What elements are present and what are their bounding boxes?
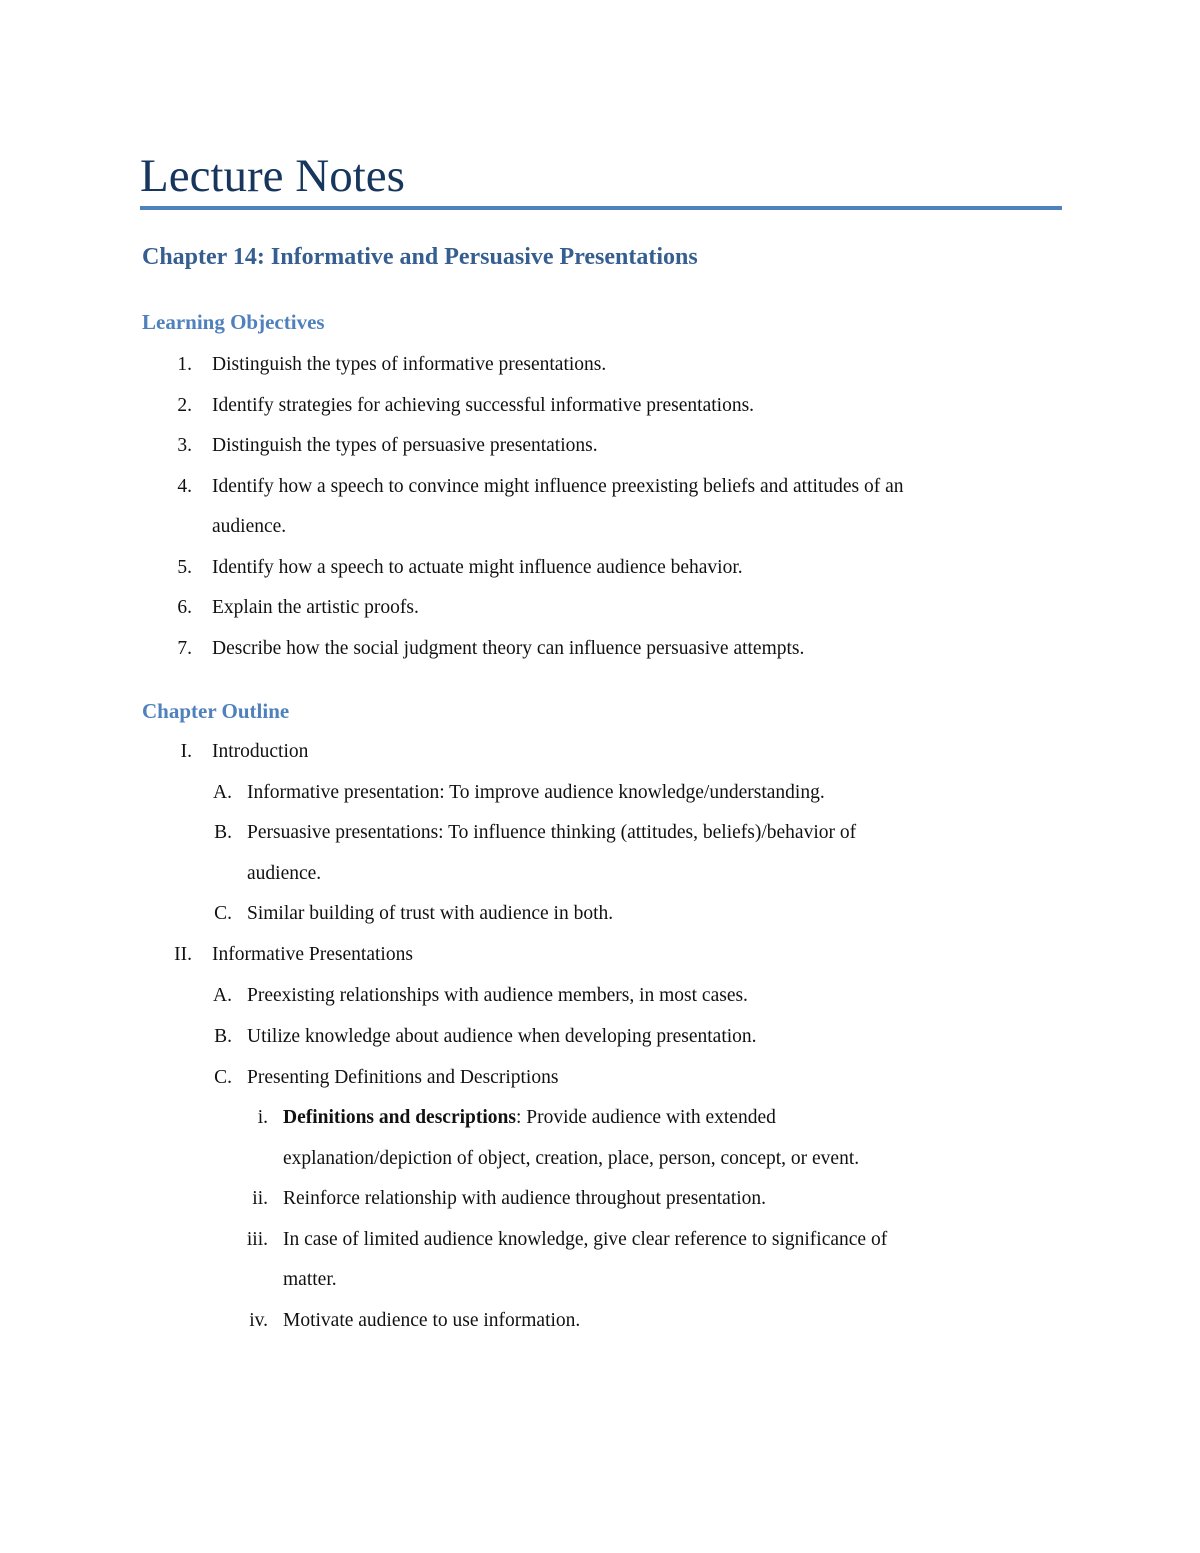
title-underline-rule	[140, 206, 1062, 210]
outline-section-label: Informative Presentations	[212, 944, 413, 965]
learning-objectives-heading: Learning Objectives	[142, 310, 325, 334]
objective-text: Explain the artistic proofs.	[212, 597, 419, 618]
outline-letter: B.	[214, 822, 232, 843]
outline-item-text: Presenting Definitions and Descriptions	[247, 1067, 559, 1088]
objective-text: Describe how the social judgment theory can influence persuasive attempts.	[212, 638, 805, 659]
outline-section-label: Introduction	[212, 741, 309, 762]
outline-roman-numeral: II.	[174, 944, 192, 965]
outline-subitem-text: In case of limited audience knowledge, give clear reference to significance of	[283, 1229, 888, 1250]
objective-number: 2.	[177, 395, 192, 416]
outline-subitem-text: Motivate audience to use information.	[283, 1310, 581, 1331]
outline-item-text-continued: audience.	[247, 863, 322, 884]
objective-number: 6.	[177, 597, 192, 618]
chapter-heading: Chapter 14: Informative and Persuasive Presentations	[142, 244, 698, 270]
bold-term: Definitions and descriptions	[283, 1107, 516, 1128]
outline-item-text: Preexisting relationships with audience members, in most cases.	[247, 985, 748, 1006]
document-title: Lecture Notes	[140, 150, 405, 202]
outline-letter: A.	[213, 985, 232, 1006]
outline-item-text: Informative presentation: To improve audience knowledge/understanding.	[247, 782, 825, 803]
outline-subitem-numeral: i.	[257, 1107, 268, 1128]
objective-number: 7.	[177, 638, 192, 659]
outline-item-text: Utilize knowledge about audience when developing presentation.	[247, 1026, 757, 1047]
objective-text: Identify strategies for achieving successful informative presentations.	[212, 395, 755, 416]
subitem-text-rest: : Provide audience with extended	[515, 1107, 776, 1128]
objective-number: 1.	[177, 354, 192, 375]
objective-number: 5.	[177, 557, 192, 578]
outline-item-text: Persuasive presentations: To influence thinking (attitudes, beliefs)/behavior of	[247, 822, 857, 843]
chapter-outline-heading: Chapter Outline	[142, 699, 290, 723]
outline-subitem-numeral: iii.	[246, 1229, 268, 1250]
outline-letter: C.	[214, 903, 232, 924]
objective-text: Distinguish the types of persuasive presentations.	[212, 435, 598, 456]
outline-subitem-text	[283, 1105, 776, 1131]
objective-number: 3.	[177, 435, 192, 456]
objective-text-continued: audience.	[212, 516, 287, 537]
objective-text: Identify how a speech to actuate might influence audience behavior.	[212, 557, 743, 578]
outline-subitem-numeral: ii.	[252, 1188, 268, 1209]
outline-letter: B.	[214, 1026, 232, 1047]
outline-letter: C.	[214, 1067, 232, 1088]
outline-letter: A.	[213, 782, 232, 803]
outline-subitem-text-continued: explanation/depiction of object, creation, place, person, concept, or event.	[283, 1148, 860, 1169]
objective-text: Distinguish the types of informative presentations.	[212, 354, 607, 375]
objective-text: Identify how a speech to convince might influence preexisting beliefs and attitudes of an	[212, 476, 904, 497]
outline-subitem-text: Reinforce relationship with audience throughout presentation.	[283, 1188, 767, 1209]
outline-item-text: Similar building of trust with audience in both.	[247, 903, 614, 924]
objective-number: 4.	[177, 476, 192, 497]
outline-roman-numeral: I.	[180, 741, 192, 762]
outline-subitem-numeral: iv.	[249, 1310, 268, 1331]
outline-subitem-text-continued: matter.	[283, 1269, 337, 1290]
